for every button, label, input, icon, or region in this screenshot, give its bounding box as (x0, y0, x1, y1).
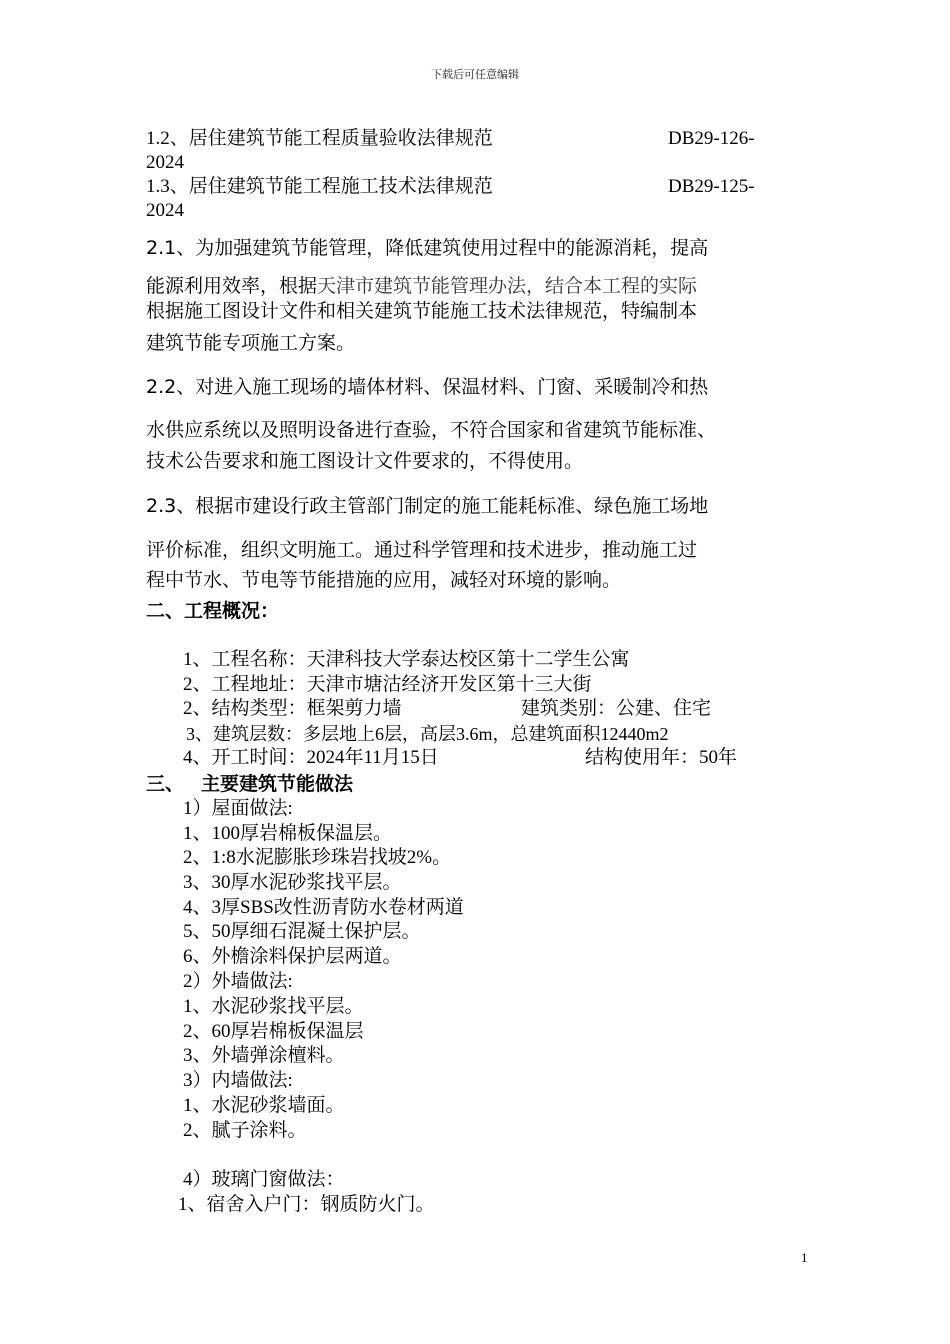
section-heading: 主要建筑节能做法 (201, 773, 354, 795)
overview-item: 4、开工时间：2024年11月15日 (183, 747, 439, 768)
standard-code: DB29-126- (668, 128, 755, 149)
method-item: 6、外檐涂料保护层两道。 (183, 946, 402, 967)
paragraph-line (146, 274, 697, 298)
method-item: 3、外墙弹涂檀料。 (183, 1045, 345, 1066)
overview-item: 3、建筑层数：多层地上6层，高层3.6m，总建筑面积12440m2 (186, 724, 669, 744)
paragraph-line: 建筑节能专项施工方案。 (146, 332, 356, 354)
method-item: 3、30厚水泥砂浆找平层。 (183, 872, 402, 893)
paragraph-line: 根据施工图设计文件和相关建筑节能施工技术法律规范，特编制本 (146, 300, 698, 322)
building-category: 建筑类别：公建、住宅 (521, 698, 712, 719)
method-item: 2、腻子涂料。 (183, 1120, 307, 1141)
section-heading-number: 三、 (146, 773, 185, 795)
page-number: 1 (801, 1250, 808, 1265)
method-item: 1、100厚岩棉板保温层。 (183, 823, 393, 844)
section-heading: 二、工程概况： (146, 600, 280, 622)
standard-year: 2024 (146, 200, 184, 221)
method-item: 2、1:8水泥膨胀珍珠岩找坡2%。 (183, 847, 452, 868)
method-item: 1、水泥砂浆找平层。 (183, 996, 364, 1017)
standard-year: 2024 (146, 152, 184, 173)
method-item: 1、宿舍入户门：钢质防火门。 (178, 1194, 435, 1215)
method-item: 2、60厚岩棉板保温层 (183, 1021, 364, 1042)
paragraph-line: 2.2、对进入施工现场的墙体材料、保温材料、门窗、采暖制冷和热 (146, 376, 709, 398)
paragraph-line: 2.1、为加强建筑节能管理，降低建筑使用过程中的能源消耗，提高 (146, 237, 709, 259)
subsection-title: 2）外墙做法: (183, 971, 293, 992)
standard-code: DB29-125- (668, 176, 755, 197)
subsection-title: 1）屋面做法: (183, 798, 293, 819)
method-item: 5、50厚细石混凝土保护层。 (183, 921, 421, 942)
standard-label: 1.2、居住建筑节能工程质量验收法律规范 (146, 128, 493, 149)
paragraph-line: 水供应系统以及照明设备进行查验，不符合国家和省建筑节能标准、 (146, 419, 717, 441)
paragraph-line: 技术公告要求和施工图设计文件要求的，不得使用。 (146, 450, 584, 472)
service-life: 结构使用年：50年 (585, 747, 738, 768)
overview-item: 1、工程名称：天津科技大学泰达校区第十二学生公寓 (183, 649, 630, 670)
subsection-title: 3）内墙做法: (183, 1070, 293, 1091)
method-item: 4、3厚SBS改性沥青防水卷材两道 (183, 897, 464, 918)
paragraph-text: 能源利用效率，根据 (146, 275, 318, 297)
paragraph-line: 评价标准，组织文明施工。通过科学管理和技术进步，推动施工过 (146, 539, 698, 561)
overview-item: 2、工程地址：天津市塘沽经济开发区第十三大街 (183, 674, 592, 695)
method-item: 1、水泥砂浆墙面。 (183, 1095, 345, 1116)
standard-label: 1.3、居住建筑节能工程施工技术法律规范 (146, 176, 493, 197)
paragraph-line: 2.3、根据市建设行政主管部门制定的施工能耗标准、绿色施工场地 (146, 495, 709, 517)
subsection-title: 4）玻璃门窗做法： (183, 1169, 345, 1190)
overview-item: 2、结构类型：框架剪力墙 (183, 698, 402, 719)
paragraph-line: 程中节水、节电等节能措施的应用，减轻对环境的影响。 (146, 569, 622, 591)
page-header-note: 下载后可任意编辑 (431, 68, 519, 81)
paragraph-text: 天津市建筑节能管理办法，结合本工程的实际 (317, 275, 698, 297)
